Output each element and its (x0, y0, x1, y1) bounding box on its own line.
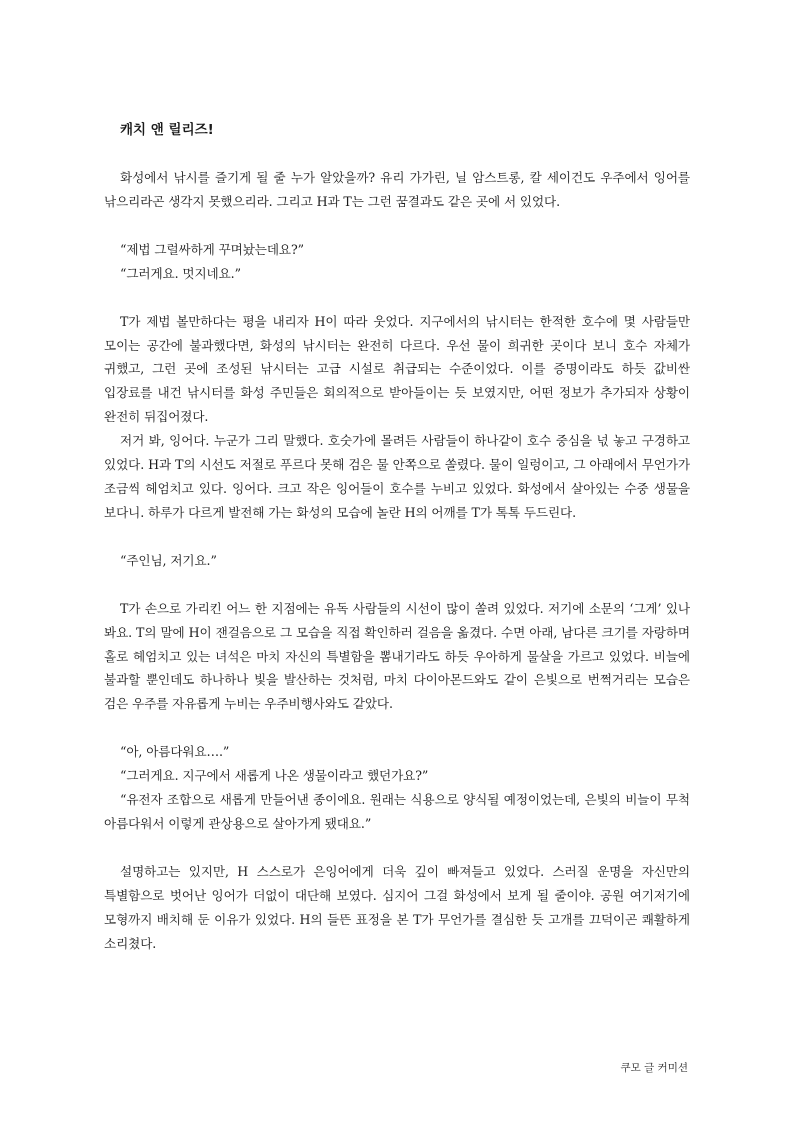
spacer (104, 286, 690, 310)
page-footer: 쿠모 글 커미션 (620, 1062, 688, 1074)
dialogue-line: “유전자 조합으로 새롭게 만들어낸 종이에요. 원래는 식용으로 양식될 예정이었는데, 은빛의 비늘이 무척 아름다워서 이렇게 관상용으로 살아가게 됐대요.” (104, 792, 690, 831)
paragraph: T가 손으로 가리킨 어느 한 지점에는 유독 사람들의 시선이 많이 쏠려 있었다. 저기에 소문의 ‘그게’ 있나 봐요. T의 말에 H이 잰걸음으로 그 모습을 직접 확인하러 걸음을 옮겼다. 수면 아래, 남다른 크기를 자랑하며 홀로 헤엄치고 있는 녀석은 마치 자신의 특별함을 뽐내기라도 하듯 우아하게 물살을 가르고 있었다. 비늘에 불과할 뿐인데도 하나하나 빛을 발산하는 것처럼, 마치 다이아몬드와도 같이 은빛으로 번쩍거리는 모습은 검은 우주를 자유롭게 누비는 우주비행사와도 같았다. (104, 600, 690, 712)
spacer (104, 214, 690, 238)
dialogue-line: “아, 아름다워요….” (120, 744, 230, 760)
dialogue-line: “제법 그럴싸하게 꾸며놨는데요?” (120, 241, 304, 257)
document-title: 캐치 앤 릴리즈! (120, 122, 214, 138)
spacer (104, 573, 690, 597)
spacer (104, 836, 690, 860)
paragraph: T가 제법 볼만하다는 평을 내리자 H이 따라 웃었다. 지구에서의 낚시터는 한적한 호수에 몇 사람들만 모이는 공간에 불과했다면, 화성의 낚시터는 완전히 다르다. 우선 물이 희귀한 곳이다 보니 호수 자체가 귀했고, 그런 곳에 조성된 낚시터는 고급 시설로 취급되는 수준이었다. 이를 증명이라도 하듯 값비싼 입장료를 내건 낚시터를 화성 주민들은 회의적으로 받아들이는 듯 보였지만, 어떤 정보가 추가되자 상황이 완전히 뒤집어졌다. (104, 313, 690, 425)
paragraph: 화성에서 낚시를 즐기게 될 줄 누가 알았을까? 유리 가가린, 닐 암스트롱, 칼 세이건도 우주에서 잉어를 낚으리라곤 생각지 못했으리라. 그리고 H과 T는 그런 꿈결과도 같은 곳에 서 있었다. (104, 170, 690, 209)
dialogue-line: “그러게요. 지구에서 새롭게 나온 생물이라고 했던가요?” (120, 768, 429, 784)
spacer (104, 716, 690, 740)
document-body (104, 118, 690, 955)
spacer (104, 142, 690, 166)
paragraph: 설명하고는 있지만, H 스스로가 은잉어에게 더욱 깊이 빠져들고 있었다. 스러질 운명을 자신만의 특별함으로 벗어난 잉어가 더없이 대단해 보였다. 심지어 그걸 화성에서 보게 될 줄이야. 공원 여기저기에 모형까지 배치해 둔 이유가 있었다. H의 들뜬 표정을 본 T가 무언가를 결심한 듯 고개를 끄덕이곤 쾌활하게 소리쳤다. (104, 863, 690, 951)
spacer (104, 525, 690, 549)
dialogue-line: “그러게요. 멋지네요.” (120, 265, 241, 281)
dialogue-line: “주인님, 저기요.” (120, 552, 217, 568)
paragraph: 저거 봐, 잉어다. 누군가 그리 말했다. 호숫가에 몰려든 사람들이 하나같이 호수 중심을 넋 놓고 구경하고 있었다. H과 T의 시선도 저절로 푸르다 못해 검은 물 안쪽으로 쏠렸다. 물이 일렁이고, 그 아래에서 무언가가 조금씩 헤엄치고 있다. 잉어다. 크고 작은 잉어들이 호수를 누비고 있었다. 화성에서 살아있는 수중 생물을 보다니. 하루가 다르게 발전해 가는 화성의 모습에 놀란 H의 어깨를 T가 톡톡 두드린다. (104, 433, 690, 520)
